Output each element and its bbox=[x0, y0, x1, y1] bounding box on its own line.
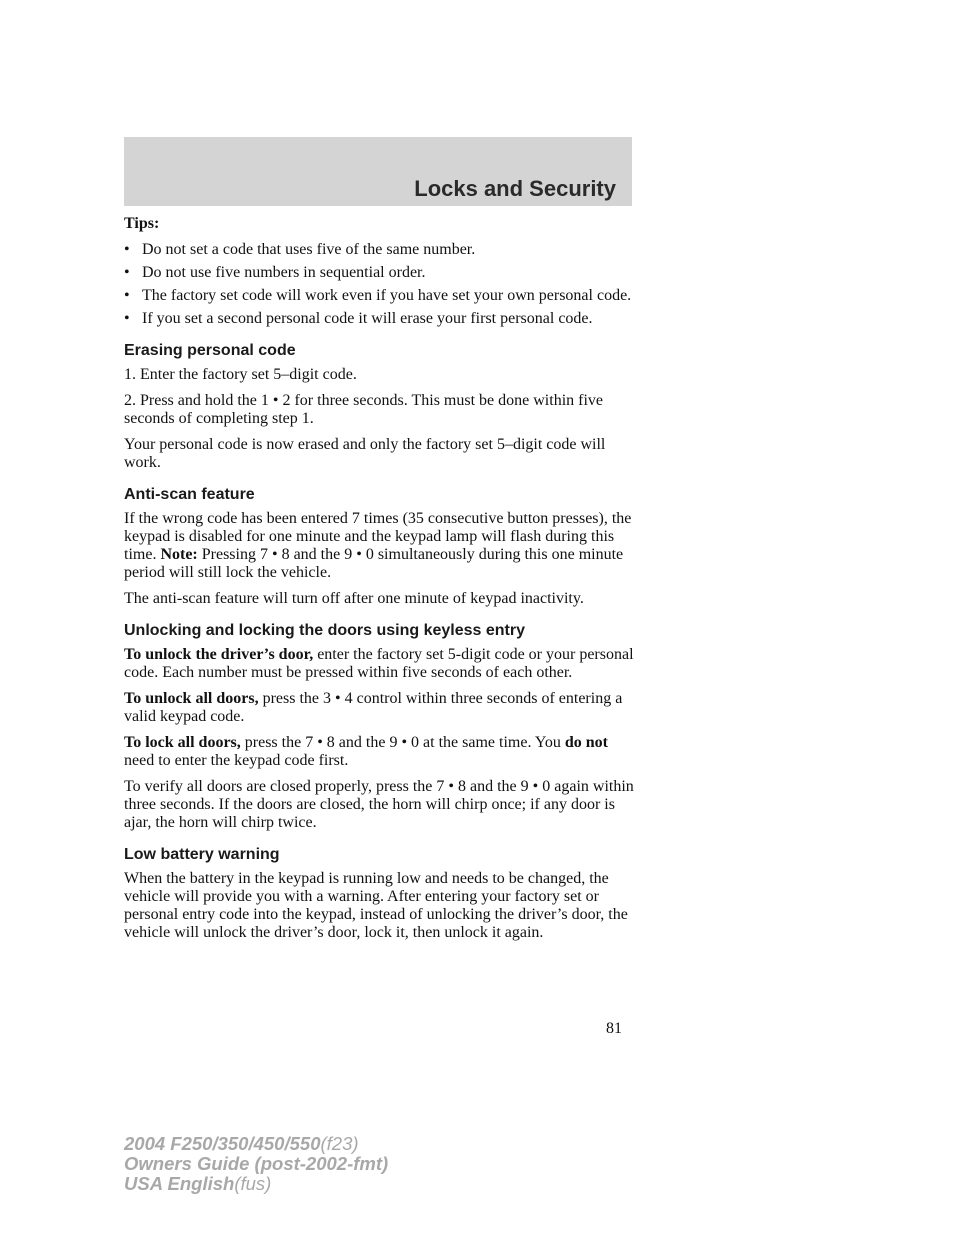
section-header-band bbox=[124, 137, 632, 206]
footer-line-1 bbox=[124, 1134, 388, 1154]
erasing-result: Your personal code is now erased and only the factory set 5–digit code will work. bbox=[124, 436, 606, 471]
note-text: Pressing 7 • 8 and the 9 • 0 simultaneously during this one minute period will still lock the vehicle. bbox=[124, 546, 624, 581]
footer-model: 2004 F250/350/450/550 bbox=[124, 1133, 321, 1154]
tip-text: Do not set a code that uses five of the same number. bbox=[142, 241, 476, 258]
unlock-all-paragraph bbox=[124, 690, 636, 726]
tips-label: Tips: bbox=[124, 215, 160, 232]
unlock-driver-label: To unlock the driver’s door, bbox=[124, 646, 314, 663]
unlock-all-text: press the 3 • 4 control within three seconds of entering a valid keypad code. bbox=[124, 690, 623, 725]
erasing-step-2: 2. Press and hold the 1 • 2 for three seconds. This must be done within five seconds of completing step 1. bbox=[124, 392, 604, 427]
footer-model-code: (f23) bbox=[320, 1133, 359, 1154]
bullet-icon: • bbox=[124, 310, 130, 327]
battery-heading: Low battery warning bbox=[124, 846, 280, 863]
keyless-heading: Unlocking and locking the doors using keyless entry bbox=[124, 622, 525, 639]
antiscan-paragraph-1 bbox=[124, 510, 636, 582]
list-item bbox=[124, 264, 636, 282]
tip-text: The factory set code will work even if you have set your own personal code. bbox=[142, 287, 632, 304]
antiscan-paragraph-2: The anti-scan feature will turn off after one minute of keypad inactivity. bbox=[124, 590, 584, 607]
bullet-icon: • bbox=[124, 264, 130, 281]
unlock-all-label: To unlock all doors, bbox=[124, 690, 259, 707]
tip-text: Do not use five numbers in sequential order. bbox=[142, 264, 426, 281]
list-item bbox=[124, 287, 636, 305]
lock-all-text-1: press the 7 • 8 and the 9 • 0 at the same time. You bbox=[240, 734, 565, 751]
list-item bbox=[124, 310, 636, 328]
tip-text: If you set a second personal code it will erase your first personal code. bbox=[142, 310, 593, 327]
antiscan-heading: Anti-scan feature bbox=[124, 486, 255, 503]
footer-line-2 bbox=[124, 1154, 388, 1174]
unlock-driver-paragraph bbox=[124, 646, 636, 682]
tips-list bbox=[124, 241, 636, 328]
lock-all-text-2: need to enter the keypad code first. bbox=[124, 752, 349, 769]
erasing-step-1: 1. Enter the factory set 5–digit code. bbox=[124, 366, 357, 383]
page-content bbox=[124, 215, 636, 950]
footer-language-code: (fus) bbox=[234, 1173, 272, 1194]
bullet-icon: • bbox=[124, 287, 130, 304]
lock-all-label: To lock all doors, bbox=[124, 734, 241, 751]
footer-guide: Owners Guide (post-2002-fmt) bbox=[124, 1153, 389, 1174]
footer-language: USA English bbox=[124, 1173, 235, 1194]
lock-all-paragraph bbox=[124, 734, 636, 770]
footer-line-3 bbox=[124, 1174, 388, 1194]
erasing-heading: Erasing personal code bbox=[124, 342, 296, 359]
unlock-driver-text: enter the factory set 5-digit code or your personal code. Each number must be pressed within five seconds of each other. bbox=[124, 646, 634, 681]
section-title: Locks and Security bbox=[414, 176, 616, 201]
battery-paragraph: When the battery in the keypad is running low and needs to be changed, the vehicle will provide you with a warning. After entering your factory set or personal entry code into the keypad, instead of unlocking the driver’s door, the vehicle will unlock the driver’s door, lock it, then unlock it again. bbox=[124, 870, 628, 941]
list-item bbox=[124, 241, 636, 259]
document-footer bbox=[124, 1134, 388, 1194]
verify-paragraph: To verify all doors are closed properly, press the 7 • 8 and the 9 • 0 again within three seconds. If the doors are closed, the horn will chirp once; if any door is ajar, the horn will chirp twice. bbox=[124, 778, 634, 831]
antiscan-text: If the wrong code has been entered 7 times (35 consecutive button presses), the keypad is disabled for one minute and the keypad lamp will flash during this time. bbox=[124, 510, 632, 563]
lock-all-emphasis: do not bbox=[564, 734, 608, 751]
bullet-icon: • bbox=[124, 241, 130, 258]
note-label: Note: bbox=[160, 546, 198, 563]
page-number: 81 bbox=[606, 1020, 622, 1037]
